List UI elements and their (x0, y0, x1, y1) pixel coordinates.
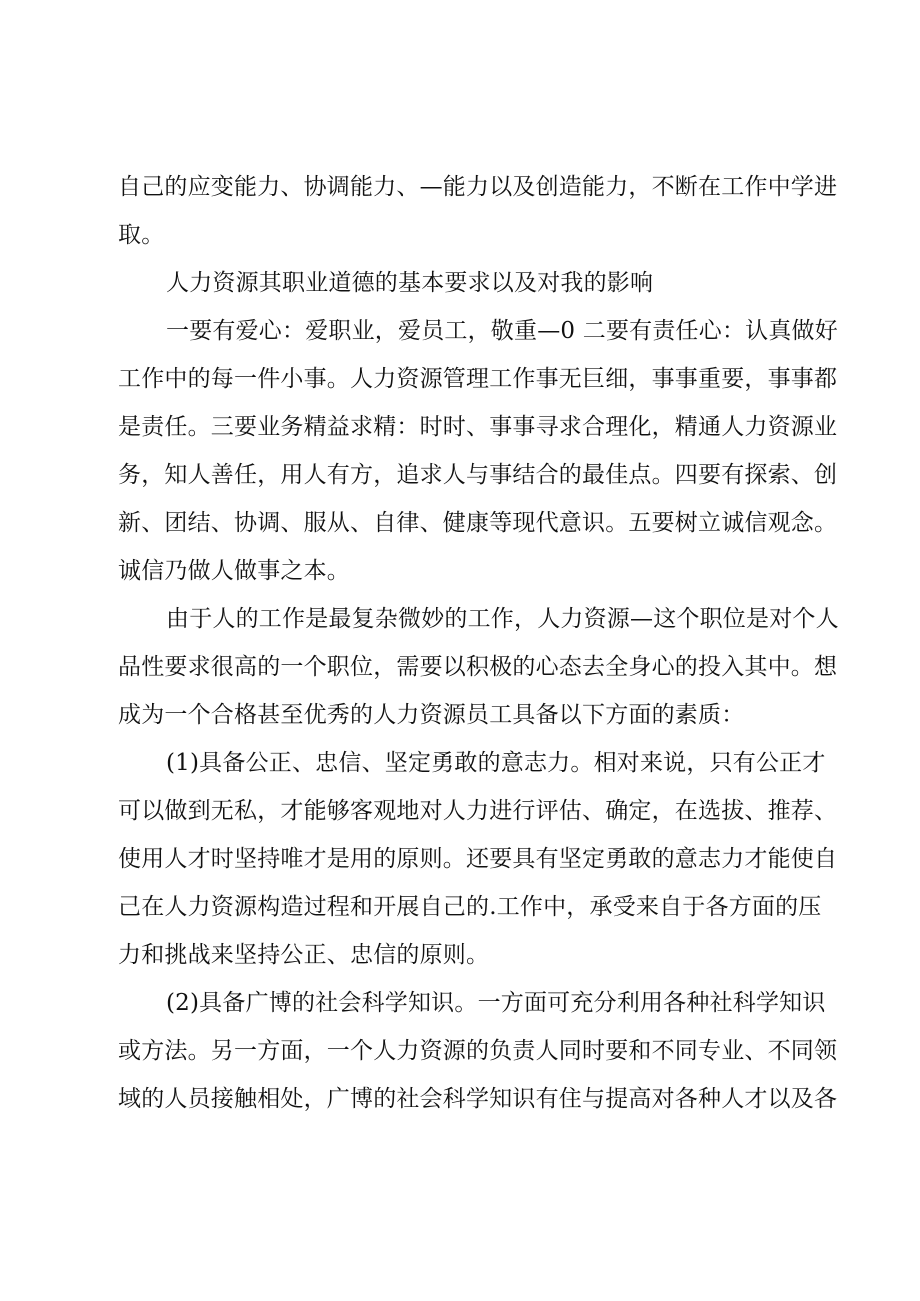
paragraph-line: 力和挑战来坚持公正、忠信的原则。 (118, 942, 490, 968)
paragraph-line: 务，知人善任，用人有方，追求人与事结合的最佳点。四要有探索、创 (118, 462, 838, 488)
paragraph-line: (2)具备广博的社会科学知识。一方面可充分利用各种社科学知识 (166, 990, 826, 1016)
paragraph-line: 域的人员接触相处，广博的社会科学知识有住与提高对各种人才以及各 (118, 1086, 838, 1112)
paragraph-line: 品性要求很高的一个职位，需要以积极的心态去全身心的投入其中。想 (118, 654, 838, 680)
paragraph-line: 新、团结、协调、服从、自律、健康等现代意识。五要树立诚信观念。 (118, 510, 838, 536)
paragraph-line: 一要有爱心：爱职业，爱员工，敬重—0 二要有责任心：认真做好 (166, 318, 838, 344)
paragraph-line: 使用人才时坚持唯才是用的原则。还要具有坚定勇敢的意志力才能使自 (118, 846, 838, 872)
section-heading: 人力资源其职业道德的基本要求以及对我的影响 (166, 270, 654, 296)
paragraph-line: 由于人的工作是最复杂微妙的工作，人力资源—这个职位是对个人 (166, 606, 839, 632)
paragraph-line: 成为一个合格甚至优秀的人力资源员工具备以下方面的素质： (118, 702, 745, 728)
paragraph-line: (1)具备公正、忠信、坚定勇敢的意志力。相对来说，只有公正才 (166, 750, 826, 776)
paragraph-line: 是责任。三要业务精益求精：时时、事事寻求合理化，精通人力资源业 (118, 414, 838, 440)
paragraph-line: 取。 (118, 222, 165, 248)
paragraph-line: 工作中的每一件小事。人力资源管理工作事无巨细，事事重要，事事都 (118, 366, 838, 392)
paragraph-line: 或方法。另一方面，一个人力资源的负责人同时要和不同专业、不同领 (118, 1038, 838, 1064)
paragraph-line: 自己的应变能力、协调能力、—能力以及创造能力，不断在工作中学进 (118, 174, 838, 200)
paragraph-line: 诚信乃做人做事之本。 (118, 558, 350, 584)
paragraph-line: 己在人力资源构造过程和开展自己的.工作中，承受来自于各方面的压 (118, 894, 822, 920)
paragraph-line: 可以做到无私，才能够客观地对人力进行评估、确定，在选拔、推荐、 (118, 798, 838, 824)
